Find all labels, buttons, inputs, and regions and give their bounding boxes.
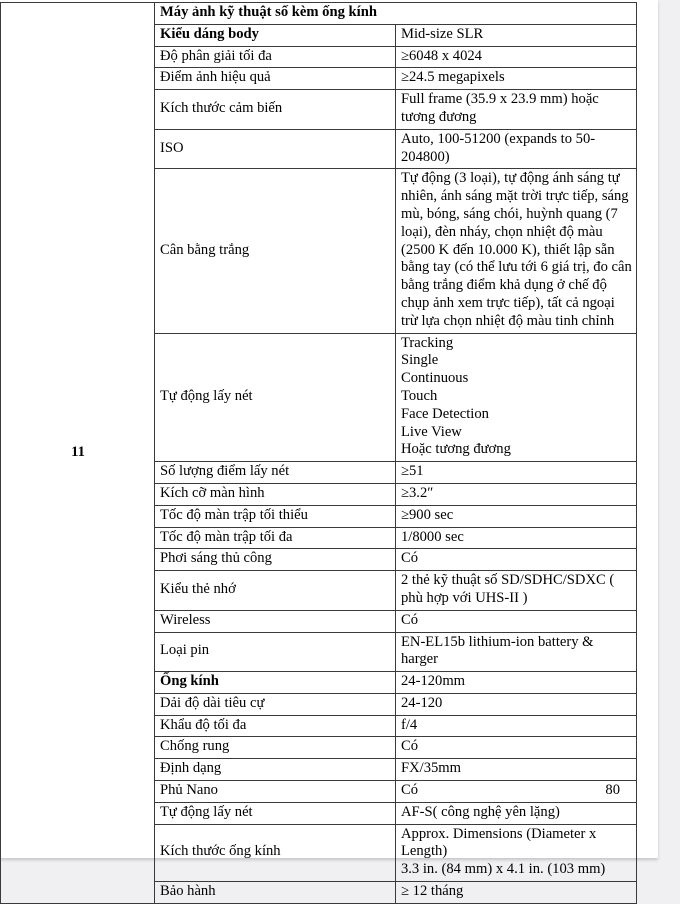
spec-value-line: Hoặc tương đương — [400, 441, 511, 458]
spec-value-line: Tracking — [400, 334, 454, 351]
spec-label: Phơi sáng thủ công — [155, 549, 396, 571]
spec-value-list — [395, 824, 636, 881]
spec-value: ≥ 12 tháng — [395, 882, 636, 904]
spec-value: Có — [395, 549, 636, 571]
table-row — [1, 3, 637, 25]
spec-label: Tự động lấy nét — [155, 333, 396, 462]
spec-label: Bảo hành — [155, 882, 396, 904]
spec-label: Tự động lấy nét — [155, 802, 396, 824]
spec-value: ≥51 — [395, 462, 636, 484]
spec-value: Có — [395, 610, 636, 632]
spec-value-line: Live View — [400, 423, 462, 440]
spec-value: ≥24.5 megapixels — [395, 68, 636, 90]
spec-value-line: Continuous — [400, 370, 469, 387]
spec-value-line: Touch — [400, 387, 438, 404]
page-number: 80 — [605, 782, 620, 798]
spec-value-line: 3.3 in. (84 mm) x 4.1 in. (103 mm) — [400, 861, 606, 878]
spec-value-line: Approx. Dimensions (Diameter x Length) — [400, 825, 597, 860]
section-title-cell: Máy ảnh kỹ thuật số kèm ống kính — [155, 3, 637, 25]
spec-value-line: Single — [400, 352, 439, 369]
spec-value: Có — [395, 781, 636, 803]
spec-label: Cân bằng trắng — [155, 169, 396, 333]
spec-value: 1/8000 sec — [395, 527, 636, 549]
spec-label: Wireless — [155, 610, 396, 632]
specification-table — [0, 2, 637, 904]
spec-value: Mid-size SLR — [395, 24, 636, 46]
spec-label: Điểm ảnh hiệu quả — [155, 68, 396, 90]
spec-label: Phủ Nano — [155, 781, 396, 803]
spec-label: Chống rung — [155, 737, 396, 759]
spec-value: EN-EL15b lithium-ion battery & harger — [395, 632, 636, 672]
spec-label: ISO — [155, 129, 396, 169]
spec-value: f/4 — [395, 715, 636, 737]
spec-label: Khẩu độ tối đa — [155, 715, 396, 737]
spec-value: 24-120 — [395, 693, 636, 715]
spec-value-line: Face Detection — [400, 405, 489, 422]
page-content — [0, 2, 638, 904]
table-body — [1, 3, 637, 904]
spec-value: Full frame (35.9 x 23.9 mm) hoặc tương đương — [395, 90, 636, 130]
spec-value: Có — [395, 737, 636, 759]
spec-label: Kiểu thẻ nhớ — [155, 571, 396, 611]
spec-label: Kích cỡ màn hình — [155, 483, 396, 505]
spec-value: ≥900 sec — [395, 505, 636, 527]
spec-value: ≥3.2″ — [395, 483, 636, 505]
spec-label: Định dạng — [155, 759, 396, 781]
spec-value: FX/35mm — [395, 759, 636, 781]
spec-value-list — [395, 333, 636, 462]
spec-value: 2 thẻ kỹ thuật số SD/SDHC/SDXC ( phù hợp với UHS-II ) — [395, 571, 636, 611]
spec-value: 24-120mm — [395, 672, 636, 694]
spec-value: AF-S( công nghệ yên lặng) — [395, 802, 636, 824]
spec-value: Auto, 100-51200 (expands to 50-204800) — [395, 129, 636, 169]
spec-label: Kiểu dáng body — [155, 24, 396, 46]
spec-value: Tự động (3 loại), tự động ánh sáng tự nhiên, ánh sáng mặt trời trực tiếp, sáng mù, bóng, sáng chói, huỳnh quang (7 loại), đèn nháy, chọn nhiệt độ màu (2500 K đến 10.000 K), thiết lập sẵn bằng tay (có thể lưu tới 6 giá trị, đo cân bằng trắng điểm khả dụng ở chế độ chụp ảnh xem trực tiếp), tất cả ngoại trừ lựa chọn nhiệt độ màu tinh chỉnh — [395, 169, 636, 333]
spec-label: Tốc độ màn trập tối thiểu — [155, 505, 396, 527]
spec-label: Số lượng điểm lấy nét — [155, 462, 396, 484]
spec-label: Loại pin — [155, 632, 396, 672]
spec-label: Kích thước ống kính — [155, 824, 396, 881]
spec-label: Ống kính — [155, 672, 396, 694]
spec-label: Độ phân giải tối đa — [155, 46, 396, 68]
spec-value: ≥6048 x 4024 — [395, 46, 636, 68]
row-index-cell: 11 — [1, 3, 155, 904]
spec-label: Tốc độ màn trập tối đa — [155, 527, 396, 549]
spec-label: Kích thước cảm biến — [155, 90, 396, 130]
spec-label: Dải độ dài tiêu cự — [155, 693, 396, 715]
